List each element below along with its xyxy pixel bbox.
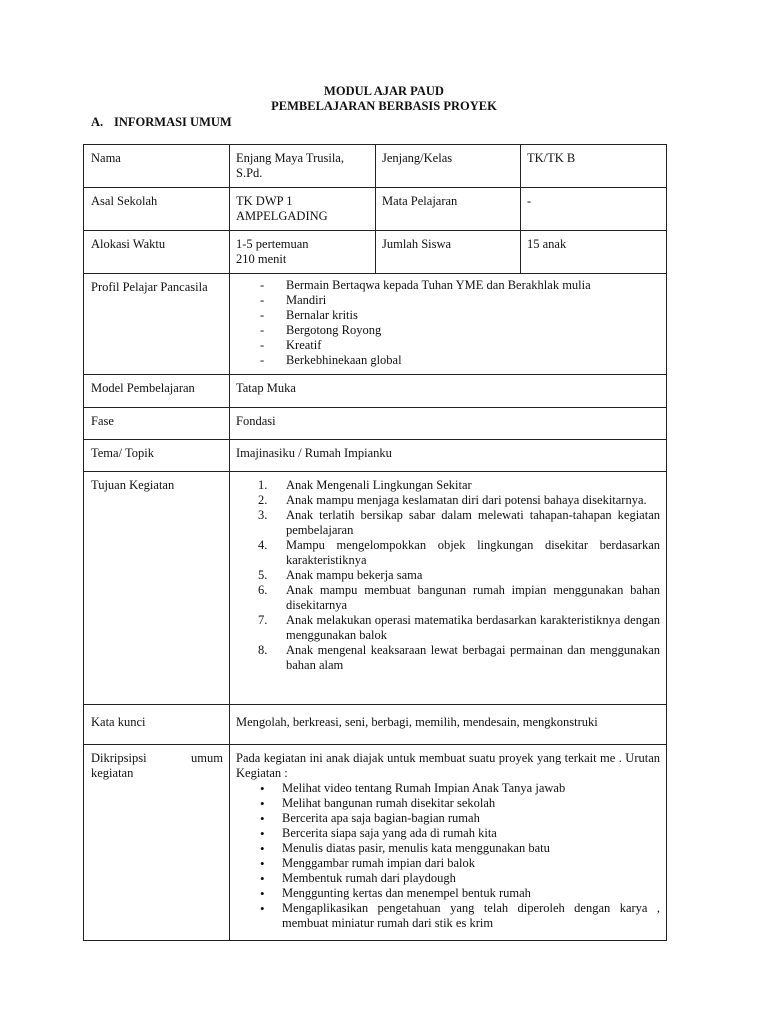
item-text: Mampu mengelompokkan objek lingkungan disekitar berdasarkan karakteristiknya bbox=[286, 538, 660, 567]
list-item: • Menggambar rumah impian dari balok bbox=[236, 856, 660, 871]
list-item: • Melihat bangunan rumah disekitar sekolah bbox=[236, 796, 660, 811]
asal-label: Asal Sekolah bbox=[84, 188, 230, 231]
alokasi-pertemuan: 1-5 pertemuan bbox=[236, 237, 309, 251]
item-number: 5. bbox=[258, 568, 268, 582]
model-value: Tatap Muka bbox=[230, 375, 667, 408]
document-subtitle: PEMBELAJARAN BERBASIS PROYEK bbox=[271, 99, 497, 113]
tema-label: Tema/ Topik bbox=[84, 440, 230, 472]
section-heading bbox=[91, 115, 232, 130]
tujuan-value bbox=[230, 472, 667, 705]
list-item: • Bercerita apa saja bagian-bagian rumah bbox=[236, 811, 660, 826]
item-number: 3. bbox=[258, 508, 268, 522]
row-fase bbox=[84, 408, 667, 440]
list-item: • Menulis diatas pasir, menulis kata menggunakan batu bbox=[236, 841, 660, 856]
item-text: Anak mampu bekerja sama bbox=[286, 568, 423, 582]
desc-value bbox=[230, 745, 667, 941]
item-text: Anak terlatih bersikap sabar dalam melewati tahapan-tahapan kegiatan pembelajaran bbox=[286, 508, 660, 537]
item-number: 2. bbox=[258, 493, 268, 507]
asal-value: TK DWP 1 AMPELGADING bbox=[230, 188, 376, 231]
list-item: • Mengaplikasikan pengetahuan yang telah diperoleh dengan karya , membuat miniatur rumah dari stik es krim bbox=[236, 901, 660, 931]
row-nama bbox=[84, 145, 667, 188]
item-number: 8. bbox=[258, 643, 268, 657]
siswa-value: 15 anak bbox=[521, 231, 667, 274]
item-text: Anak mampu membuat bangunan rumah impian menggunakan bahan disekitarnya bbox=[286, 583, 660, 612]
profil-list bbox=[236, 278, 660, 368]
item-text: Anak mampu menjaga keslamatan diri dari potensi bahaya disekitarnya. bbox=[286, 493, 647, 507]
section-number: A. bbox=[91, 115, 104, 129]
alokasi-menit: 210 menit bbox=[236, 252, 287, 266]
info-table bbox=[83, 144, 667, 941]
row-model bbox=[84, 375, 667, 408]
tujuan-label: Tujuan Kegiatan bbox=[84, 472, 230, 705]
mapel-value: - bbox=[521, 188, 667, 231]
row-tema bbox=[84, 440, 667, 472]
row-profil bbox=[84, 274, 667, 375]
alokasi-label: Alokasi Waktu bbox=[84, 231, 230, 274]
row-tujuan bbox=[84, 472, 667, 705]
item-text: Anak melakukan operasi matematika berdasarkan karakteristiknya dengan menggunakan balok bbox=[286, 613, 660, 642]
desc-intro: Pada kegiatan ini anak diajak untuk membuat suatu proyek yang terkait me . Urutan Kegiatan : bbox=[236, 751, 660, 780]
fase-label: Fase bbox=[84, 408, 230, 440]
list-item bbox=[236, 568, 660, 583]
mapel-label: Mata Pelajaran bbox=[376, 188, 521, 231]
item-number: 4. bbox=[258, 538, 268, 552]
item-number: 6. bbox=[258, 583, 268, 597]
row-deskripsi bbox=[84, 745, 667, 941]
list-item: - Bernalar kritis bbox=[236, 308, 660, 323]
list-item: - Kreatif bbox=[236, 338, 660, 353]
desc-label: Dikripsipsi umum kegiatan bbox=[84, 745, 230, 941]
list-item bbox=[236, 538, 660, 568]
kata-value: Mengolah, berkreasi, seni, berbagi, memilih, mendesain, mengkonstruki bbox=[230, 705, 667, 745]
list-item bbox=[236, 613, 660, 643]
row-asal bbox=[84, 188, 667, 231]
list-item: • Menggunting kertas dan menempel bentuk rumah bbox=[236, 886, 660, 901]
item-number: 7. bbox=[258, 613, 268, 627]
list-item bbox=[236, 508, 660, 538]
list-item bbox=[236, 643, 660, 673]
list-item bbox=[236, 493, 660, 508]
list-item bbox=[236, 478, 660, 493]
list-item: - Mandiri bbox=[236, 293, 660, 308]
item-text: Anak Mengenali Lingkungan Sekitar bbox=[286, 478, 472, 492]
list-item: • Bercerita siapa saja yang ada di rumah kita bbox=[236, 826, 660, 841]
tema-value: Imajinasiku / Rumah Impianku bbox=[230, 440, 667, 472]
jenjang-value: TK/TK B bbox=[521, 145, 667, 188]
list-item bbox=[236, 583, 660, 613]
row-alokasi bbox=[84, 231, 667, 274]
desc-list bbox=[236, 781, 660, 931]
item-number: 1. bbox=[258, 478, 268, 492]
nama-label: Nama bbox=[84, 145, 230, 188]
list-item: - Bermain Bertaqwa kepada Tuhan YME dan Berakhlak mulia bbox=[236, 278, 660, 293]
row-kata-kunci bbox=[84, 705, 667, 745]
list-item: • Melihat video tentang Rumah Impian Anak Tanya jawab bbox=[236, 781, 660, 796]
profil-value bbox=[230, 274, 667, 375]
model-label: Model Pembelajaran bbox=[84, 375, 230, 408]
kata-label: Kata kunci bbox=[84, 705, 230, 745]
list-item: - Berkebhinekaan global bbox=[236, 353, 660, 368]
fase-value: Fondasi bbox=[230, 408, 667, 440]
list-item: • Membentuk rumah dari playdough bbox=[236, 871, 660, 886]
document-title: MODUL AJAR PAUD bbox=[324, 84, 444, 98]
jenjang-label: Jenjang/Kelas bbox=[376, 145, 521, 188]
list-item: - Bergotong Royong bbox=[236, 323, 660, 338]
tujuan-list bbox=[236, 478, 660, 673]
nama-value: Enjang Maya Trusila, S.Pd. bbox=[230, 145, 376, 188]
section-title: INFORMASI UMUM bbox=[114, 115, 232, 129]
item-text: Anak mengenal keaksaraan lewat berbagai permainan dan menggunakan bahan alam bbox=[286, 643, 660, 672]
siswa-label: Jumlah Siswa bbox=[376, 231, 521, 274]
profil-label: Profil Pelajar Pancasila bbox=[84, 274, 230, 375]
alokasi-value bbox=[230, 231, 376, 274]
